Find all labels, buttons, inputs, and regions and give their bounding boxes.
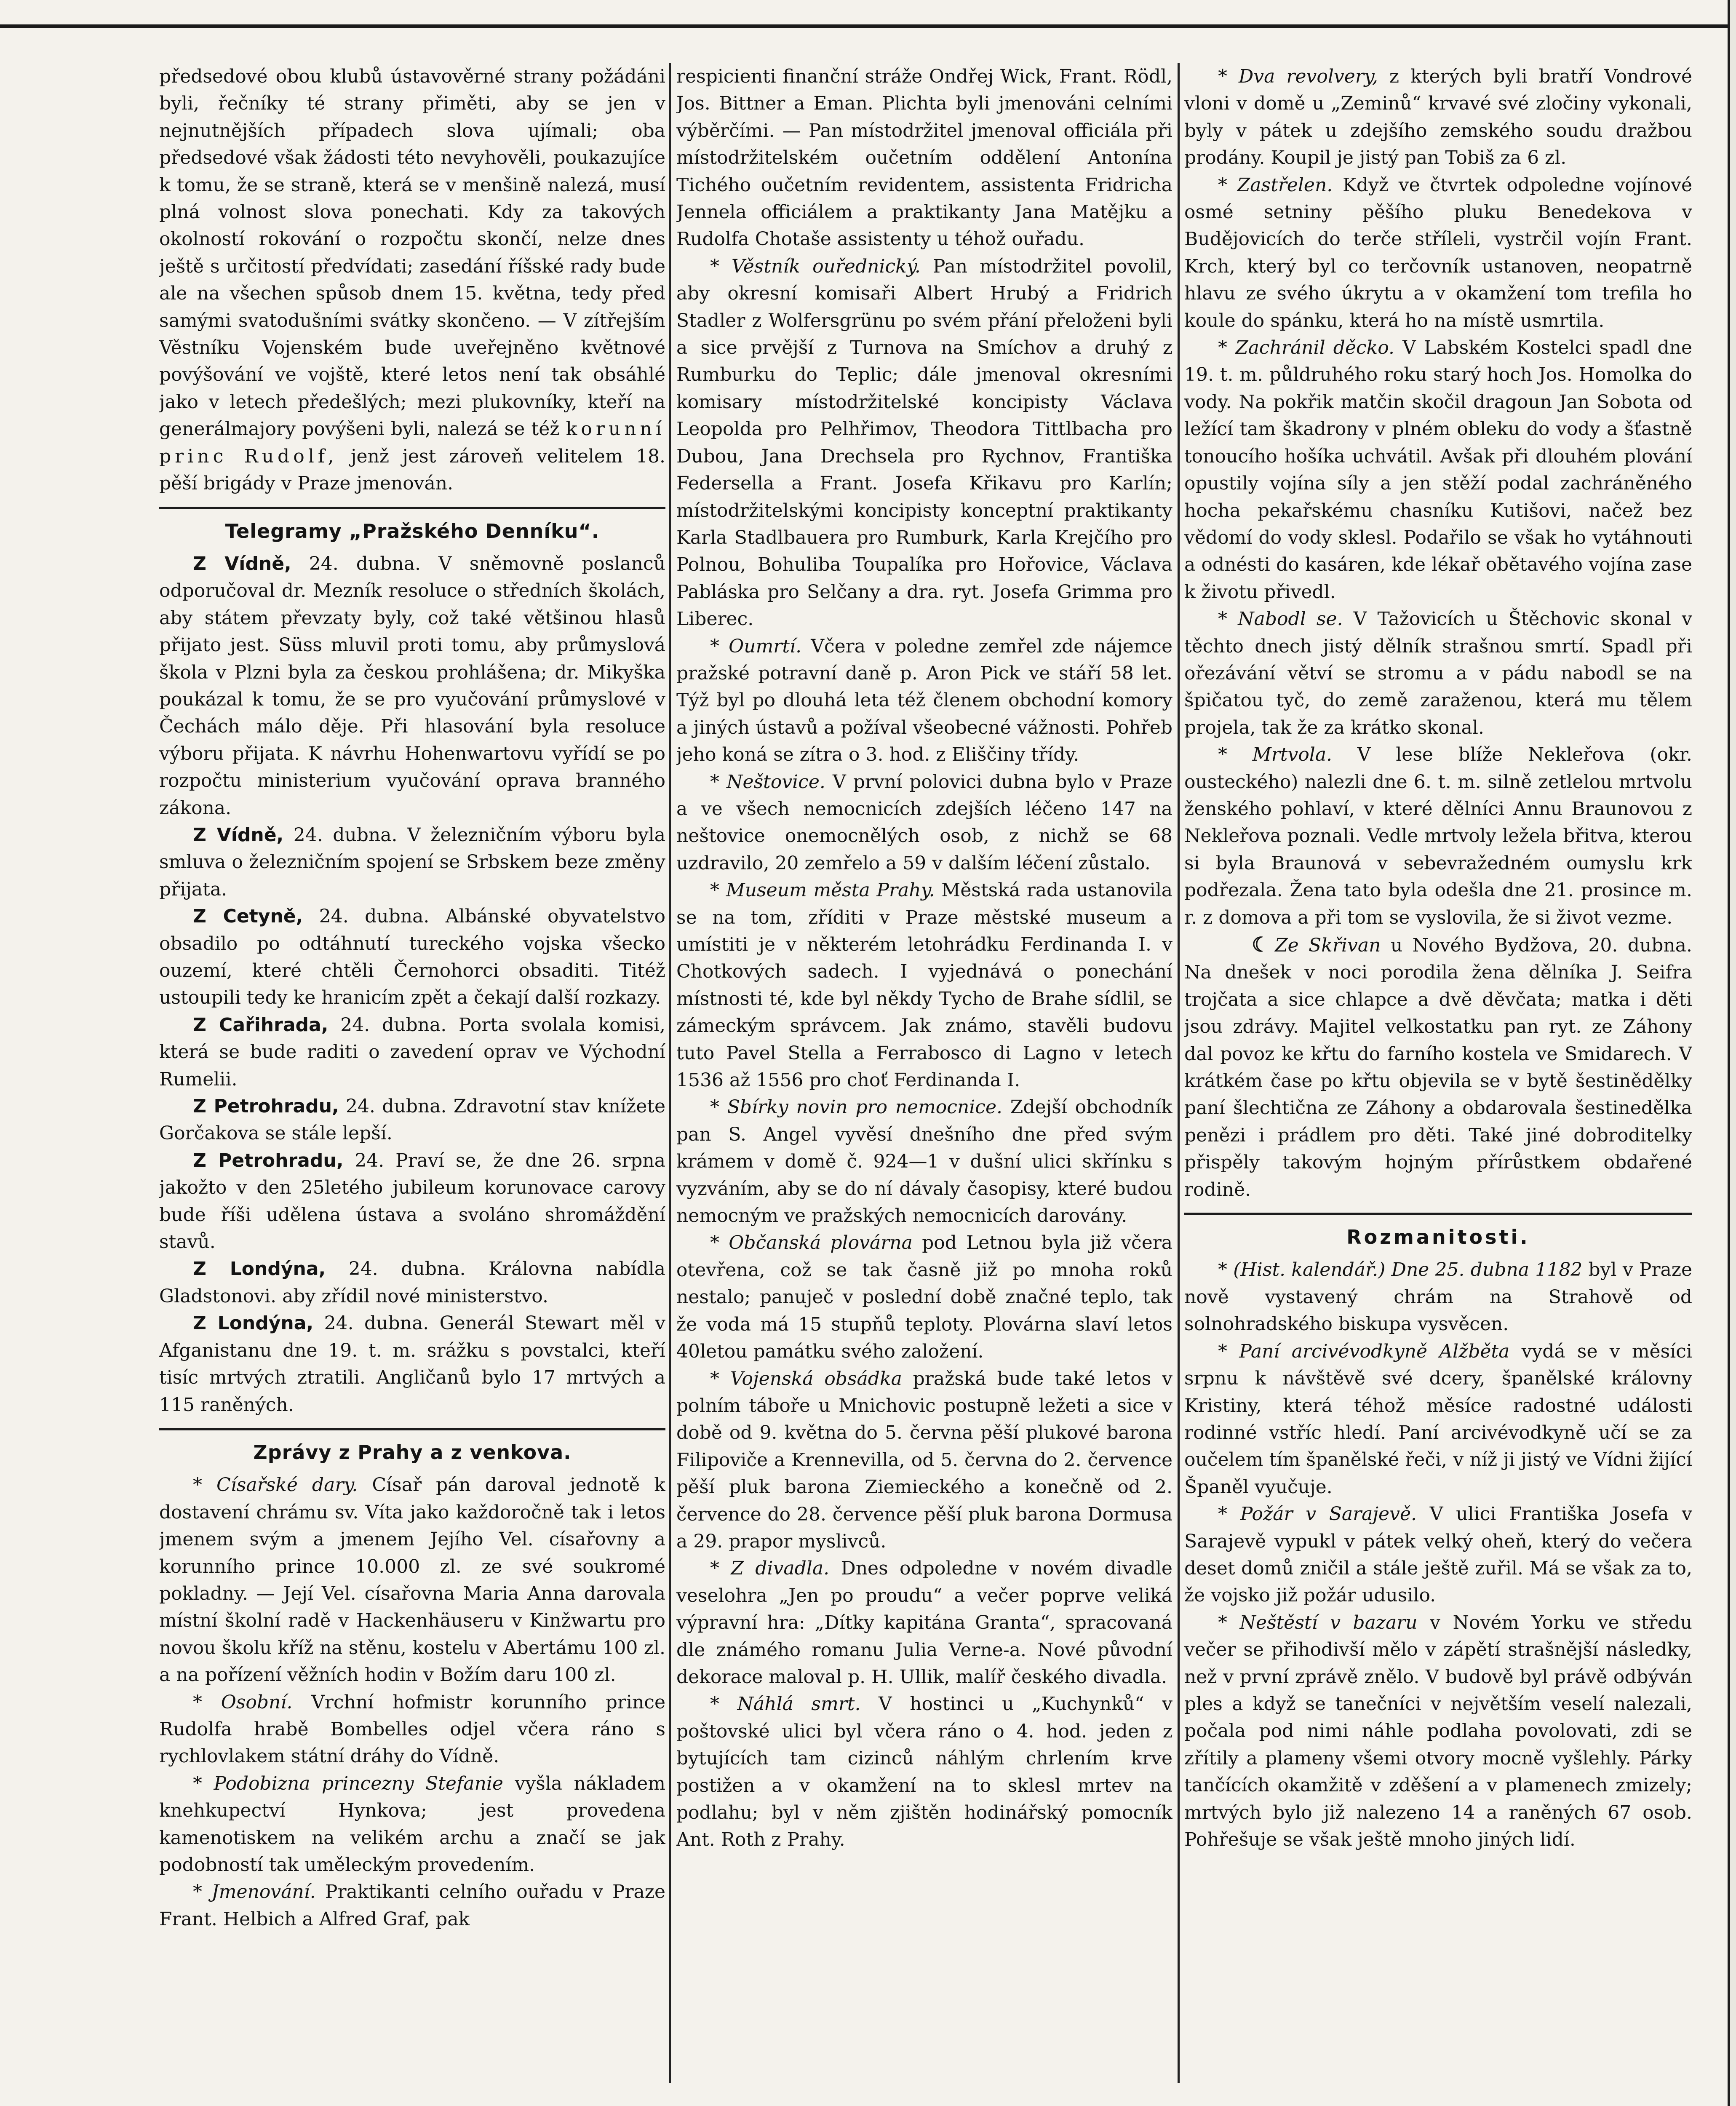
asterisk-icon: * [193,1881,202,1903]
news-item: * Věstník ouřednický. Pan místodržitel povolil, aby okresní komisaři Albert Hrubý a Fridrich Stadler z Wolfersgrünu po svém přání přeloženi byli a sice prvější z Turnova na Smíchov a druhý z Rumburku do Teplic; dále jmenoval okresními komisary místodržitelské koncipisty Václava Leopolda pro Pelhřimov, Theodora Tittlbacha pro Dubou, Jana Drechsela pro Rychnov, Františka Federsella a Frant. Josefa Křikavu pro Karlín; místodržitelskými koncipisty konceptní praktikanty Karla Stadlbauera pro Rumburk, Karla Krejčího pro Polnou, Bohuliba Toupalíka pro Hořovice, Václava Pabláska pro Selčany a dra. ryt. Josefa Grimma pro Liberec. [676,255,1172,630]
telegrams-heading: Telegramy „Pražského Denníku“. [225,519,600,543]
news-item: * Osobní. Vrchní hofmistr korunního prince Rudolfa hrabě Bombelles odjel včera ráno s rychlovlakem státní dráhy do Vídně. [159,1691,665,1767]
column-rule-1 [669,63,671,2083]
section-divider [159,1428,665,1430]
news-heading: Zprávy z Prahy a z venkova. [253,1441,572,1464]
news-item: * Jmenování. Praktikanti celního ouřadu v Praze Frant. Helbich a Alfred Graf, pak [159,1881,665,1930]
telegram-item: Z Vídně, 24. dubna. V železničním výboru byla smluva o železničním spojení se Srbskem beze změny přijata. [159,824,665,900]
article-continuation: respicienti finanční stráže Ondřej Wick, Frant. Rödl, Jos. Bittner a Eman. Plichta byli jmenováni celními výběrčími. — Pan místodržitel jmenoval officiála při místodržitelském oučetním oddělení Antonína Tichého oučetním revidentem, assistenta Fridricha Jennela officiálem a praktikanty Jana Matějku a Rudolfa Chotaše assistenty u téhož ouřadu. [676,66,1172,250]
asterisk-icon: * [1218,1259,1227,1281]
news-item: * Mrtvola. V lese blíže Nekleřova (okr. ousteckého) nalezli dne 6. t. m. silně zetlelou mrtvolu ženského pohlaví, v které dělníci Annu Braunovou z Nekleřova poznali. Vedle mrtvoly ležela břitva, kterou si byla Braunová v sebevražedném oumyslu krk podřezala. Žena tato byla odešla dne 21. prosince m. r. z domova a při tom se vyslovila, že si život vezme. [1184,744,1692,928]
telegram-item: Z Cetyně, 24. dubna. Albánské obyvatelstvo obsadilo po odtáhnutí tureckého vojska všecko ouzemí, které chtěli Černohorci obsaditi. Titéž ustoupili tedy ke hranicím zpět a čekají další rozkazy. [159,906,665,1009]
asterisk-icon: * [1218,66,1227,87]
news-item: * Z divadla. Dnes odpoledne v novém divadle veselohra „Jen po proudu“ a večer poprve veliká výpravní hra: „Dítky kapitána Granta“, spracovaná dle známého romanu Julia Verne-a. Nové původní dekorace maloval p. H. Ullik, malíř českého divadla. [676,1558,1172,1688]
news-item: * Dva revolvery, z kterých byli bratří Vondrové vloni v domě u „Zeminů“ krvavé své zločiny vykonali, byly v pátek u zdejšího zemského soudu dražbou prodány. Koupil je jistý pan Tobiš za 6 zl. [1184,66,1692,169]
asterisk-icon: * [1218,1503,1227,1525]
asterisk-icon: * [193,1474,202,1496]
telegram-item: Z Cařihrada, 24. dubna. Porta svolala komisi, která se bude raditi o zavedení oprav ve Východní Rumelii. [159,1014,665,1090]
section-divider [159,507,665,509]
news-item: * Museum města Prahy. Městská rada ustanovila se na tom, zříditi v Praze městské museum a umístiti je v některém letohrádku Ferdinanda I. v Chotkových sadech. I vyjednává o ponechání místnosti té, kde byl někdy Tycho de Brahe sídlil, se zámeckým správcem. Jak známo, stavěli budovu tuto Pavel Stella a Ferrabosco di Lagno v letech 1536 až 1556 pro choť Ferdinanda I. [676,879,1172,1091]
news-item: * Neštěstí v bazaru v Novém Yorku ve středu večer se přihodivší mělo v zápětí strašnější následky, než v první zprávě znělo. V budově byl právě odbýván ples a když se tanečníci v největším veselí nalezali, počala pod nimi náhle podlaha povolovati, zdi se zřítily a plameny všemi otvory mocně vyšlehly. Párky tančících okamžitě v zděšení a v plamenech zmizely; mrtvých bylo již nalezeno 14 a raněných 67 osob. Pohřešuje se však ještě mnoho jiných lidí. [1184,1612,1692,1850]
news-item: * Požár v Sarajevě. V ulici Františka Josefa v Sarajevě vypukl v pátek velký oheň, který do večera deset domů zničil a stále ještě zuřil. Má se však za to, že vojsko již požár udusilo. [1184,1503,1692,1606]
news-item: * Náhlá smrt. V hostinci u „Kuchynků“ v poštovské ulici byl včera ráno o 4. hod. jeden z bytujících tam cizinců náhlým chrlením krve postižen a v okamžení na to sklesl mrtev na podlahu; byl v něm zjištěn hodinářský pomocník Ant. Roth z Prahy. [676,1693,1172,1851]
news-item: * Vojenská obsádka pražská bude také letos v polním táboře u Mnichovic postupně ležeti a sice v době od 9. května do 5. června pěší plukové barona Filipoviče a Krennevilla, od 5. června do 2. července pěší pluk barona Ziemieckého a konečně od 2. července do 28. července pěší pluk barona Dormusa a 29. prapor myslivců. [676,1368,1172,1552]
news-item: * Zastřelen. Když ve čtvrtek odpoledne vojínové osmé setniny pěšího pluku Benedekova v Budějovicích do terče stříleli, vystrčil vojín Frant. Krch, který byl co terčovník ustanoven, neopatrně hlavu ze svého úkrytu a v okamžení tom trefila ho koule do spánku, která ho na místě usmrtila. [1184,174,1692,331]
section-divider [1184,1213,1692,1215]
miscellany-heading: Rozmanitosti. [1346,1226,1530,1249]
asterisk-icon: * [710,771,719,793]
news-item: ☾ Ze Skřivan u Nového Bydžova, 20. dubna. Na dnešek v noci porodila žena dělníka J. Seifra trojčata a sice chlapce a dvě děvčata; matka i děti jsou zdrávy. Majitel velkostatku pan ryt. ze Záhony dal povoz ke křtu do farního kostela ve Smidarech. V krátkém čase po křtu objevila se v bytě šestinědělky paní šlechtična ze Záhony a obdarovala šestinedělka penězi i prádlem pro děti. Také jiné dobroditelky přispěly takovým hojným přírůstkem obdařené rodině. [1184,931,1692,1203]
asterisk-icon: * [193,1691,202,1713]
news-item: * Neštovice. V první polovici dubna bylo v Praze a ve všech nemocnicích zdejších léčeno 147 na neštovice onemocnělých osob, z nichž se 68 uzdravilo, 20 zemřelo a 59 v dalším léčení zůstalo. [676,771,1172,874]
asterisk-icon: * [710,879,719,901]
asterisk-icon: * [710,1693,719,1715]
news-item: * Paní arcivévodkyně Alžběta vydá se v měsíci srpnu k návštěvě své dcery, španělské královny Kristiny, která téhož měsíce radostné události rodinné vstříc hledí. Paní arcivévodkyně učí se za oučelem tím španělské řeči, v níž ji jistý ve Vídni žijící Španěl vyučuje. [1184,1340,1692,1498]
asterisk-icon: * [1218,174,1227,196]
asterisk-icon: * [1218,608,1227,630]
asterisk-icon: * [710,1368,719,1390]
telegram-item: Z Vídně, 24. dubna. V sněmovně poslanců odporučoval dr. Mezník resoluce o středních školách, aby státem převzaty byly, což také většinou hlasů přijato jest. Süss mluvil proti tomu, aby průmyslová škola v Plzni byla za českou prohlášena; dr. Mikyška poukázal k tomu, že se pro vyučování průmyslové v Čechách málo děje. Při hlasování byla resoluce výboru přijata. K návrhu Hohenwartovu vyřídí se po rozpočtu ministerium vyučování oprava branného zákona. [159,553,665,819]
news-item: * Oumrtí. Včera v poledne zemřel zde nájemce pražské potravní daně p. Aron Pick ve stáří 58 let. Týž byl po dlouhá leta též členem obchodní komory a jiných ústavů a požíval všeobecné vážnosti. Pohřeb jeho koná se zítra o 3. hod. z Eliščiny třídy. [676,635,1172,766]
asterisk-icon: * [1218,337,1227,359]
column-rule-2 [1178,63,1180,2083]
news-item: * Císařské dary. Císař pán daroval jednotě k dostavení chrámu sv. Víta jako každoročně tak i letos jmenem svým a jmenem Jejího Vel. císařovny a korunního prince 10.000 zl. ze své soukromé pokladny. — Její Vel. císařovna Maria Anna darovala místní školní radě v Hackenhäuseru v Kinžwartu pro novou školu kříž na stěnu, kostelu v Abertámu 100 zl. a na pořízení věžních hodin v Božím daru 100 zl. [159,1474,665,1686]
news-item: * Občanská plovárna pod Letnou byla již včera otevřena, což se tak časně již po mnoha roků nestalo; panuječ v poslední době značné teplo, tak že voda má 15 stupňů teploty. Plovárna slaví letos 40letou památku svého založení. [676,1232,1172,1363]
column-3 [1184,63,1692,1853]
column-2 [676,63,1172,1854]
telegram-item: Z Londýna, 24. dubna. Královna nabídla Gladstonovi. aby zřídil nové ministerstvo. [159,1258,665,1307]
news-item: * Podobizna princezny Stefanie vyšla nákladem knehkupectví Hynkova; jest provedena kamenotiskem na velikém archu a značí se jak podobností tak uměleckým provedením. [159,1772,665,1876]
asterisk-icon: * [193,1772,202,1794]
asterisk-icon: * [710,1232,719,1254]
asterisk-icon: * [710,635,719,657]
column-1 [159,63,665,1933]
asterisk-icon: * [1218,1612,1227,1633]
telegram-item: Z Petrohradu, 24. dubna. Zdravotní stav knížete Gorčakova se stále lepší. [159,1096,665,1144]
telegram-item: Z Londýna, 24. dubna. Generál Stewart měl v Afganistanu dne 19. t. m. srážku s povstalci, kteří tisíc mrtvých ztratili. Angličanů bylo 17 mrtvých a 115 raněných. [159,1312,665,1416]
asterisk-icon: * [1218,744,1227,766]
telegram-item: Z Petrohradu, 24. Praví se, že dne 26. srpna jakožto v den 25letého jubileum korunovace carovy bude říši udělena ústava a svoláno shromáždění stavů. [159,1149,665,1253]
news-item: * Zachránil děcko. V Labském Kostelci spadl dne 19. t. m. půldruhého roku starý hoch Jos. Homolka do vody. Na pokřik matčin skočil dragoun Jan Sobota od ležící tam škadrony v plném obleku do vody a šťastně tonoucího hošíka uchvátil. Avšak při dlouhém plování opustily vojína síly a jen stěží podal zachráněného hocha pekařskému chasníku Kutišovi, načež bez vědomí do vody sklesl. Podařilo se však ho vytáhnouti a odnésti do kasáren, kde lékař obětavého vojína zase k životu přivedl. [1184,337,1692,603]
article-continuation: předsedové obou klubů ústavověrné strany požádáni byli, řečníky té strany přiměti, aby se jen v nejnutnějších případech slova ujímali; oba předsedové však žádosti této nevyhověli, poukazujíce k tomu, že se straně, která se v menšině nalezá, musí plná volnost slova ponechati. Kdy za takových okolností rokování o rozpočtu skončí, nelze dnes ještě s určitostí předvídati; zasedání říšské rady bude ale na všechen spůsob dnem 15. května, tedy před samými svatodušními svátky skončeno. — V zítřejším Věstníku Vojenském bude uveřejněno květnové povýšování ve vojště, které letos není tak obsáhlé jako v letech předešlých; mezi plukovníky, kteří na generálmajory povýšeni byli, nalezá se též korunní princ Rudolf, jenž jest zároveň velitelem 18. pěší brigády v Praze jmenován. [159,66,665,494]
news-item: * (Hist. kalendář.) Dne 25. dubna 1182 byl v Praze nově vystavený chrám na Strahově od solnohradského biskupa vysvěcen. [1184,1259,1692,1335]
crescent-icon: ☾ [1252,933,1270,957]
asterisk-icon: * [710,255,719,277]
asterisk-icon: * [710,1096,719,1118]
asterisk-icon: * [710,1558,719,1580]
right-edge-bar [1728,0,1736,2106]
spaced-name: korunní princ Rudolf, [159,418,665,467]
news-item: * Sbírky novin pro nemocnice. Zdejší obchodník pan S. Angel vyvěsí dnešního dne před svým krámem v domě č. 924—1 v dušní ulici skřínku s vyzváním, aby se do ní dávaly časopisy, které budou nemocným ve pražských nemocnicích darovány. [676,1096,1172,1227]
asterisk-icon: * [1218,1340,1227,1362]
top-rule [0,24,1736,28]
news-item: * Nabodl se. V Tažovicích u Štěchovic skonal v těchto dnech jistý dělník strašnou smrtí. Spadl při ořezávání větví se stromu a v pádu nabodl se na špičatou tyč, do země zaraženou, která mu tělem projela, tak že za krátko skonal. [1184,608,1692,738]
